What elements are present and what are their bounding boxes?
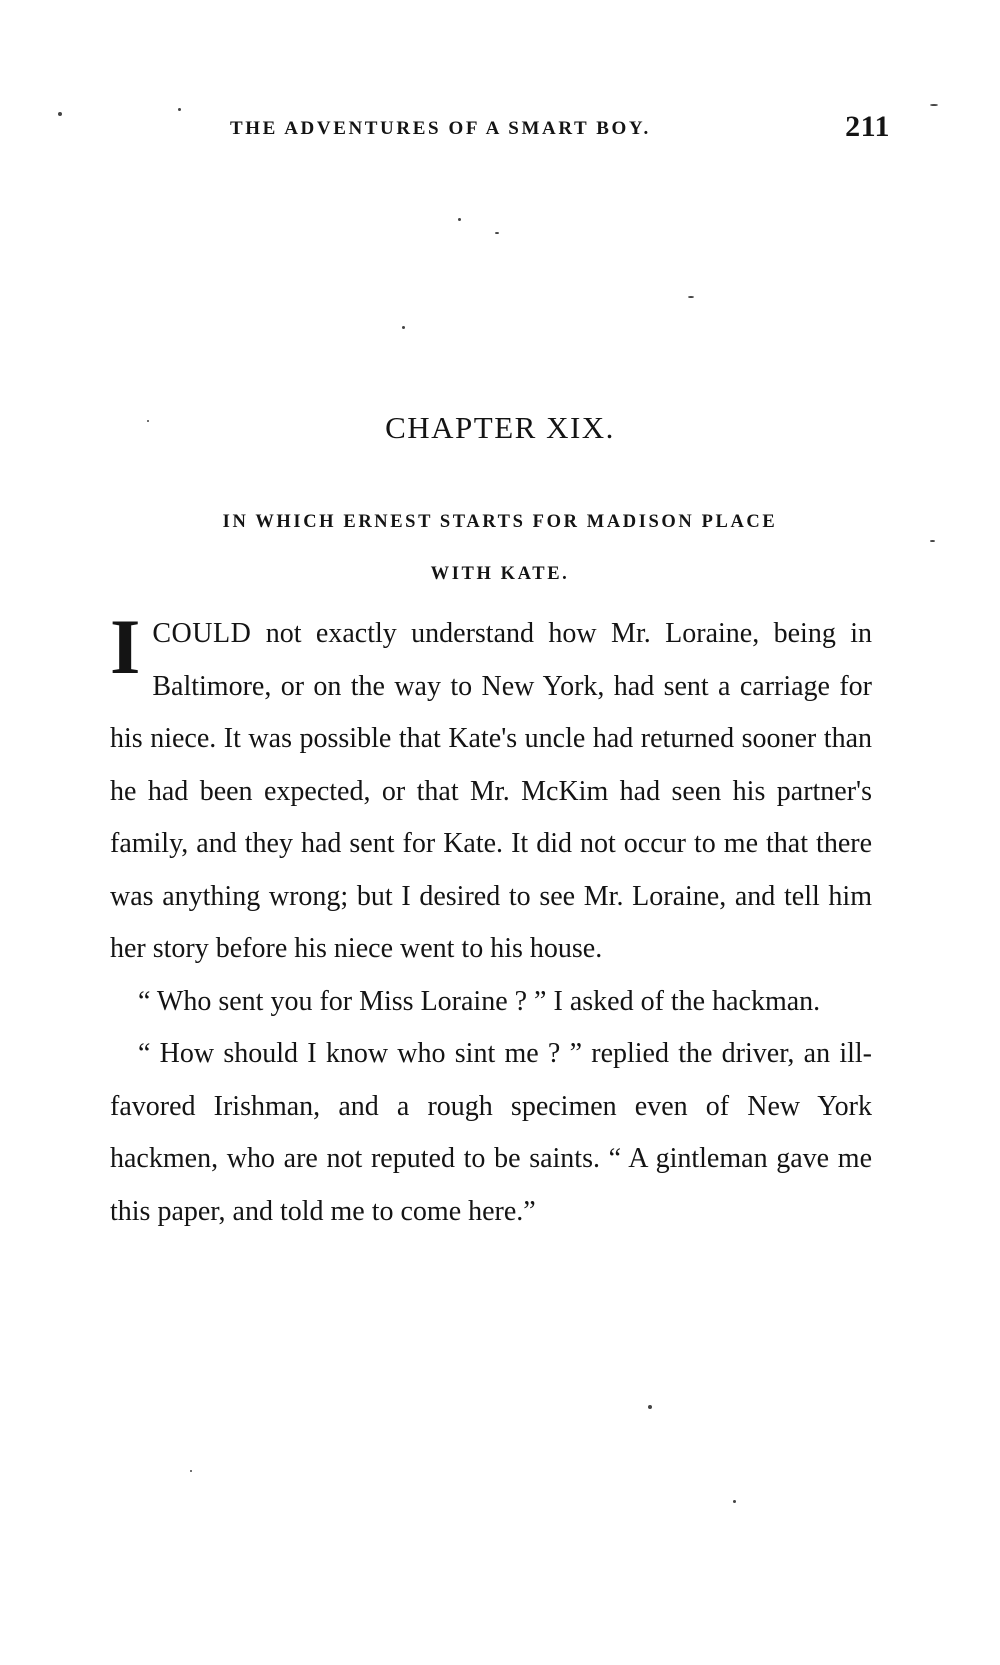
chapter-subtitle-line-1: IN WHICH ERNEST STARTS FOR MADISON PLACE (222, 512, 778, 532)
paragraph-2: “ Who sent you for Miss Loraine ? ” I asked of the hackman. (138, 985, 821, 1017)
chapter-subtitle (150, 496, 850, 600)
scan-speck (402, 326, 405, 329)
running-title: THE ADVENTURES OF A SMART BOY. (230, 118, 651, 139)
paragraph-1-text: not exactly understand how Mr. Loraine, being in Baltimore, or on the way to New York, had sent a carriage for his niece. It was possible that Kate's uncle had returned sooner than he had been expected, or that Mr. McKim had seen his partner's family, and they had sent for Kate. It did not occur to me that there was anything wrong; but I desired to see Mr. Loraine, and tell him her story before his niece went to his house. (110, 618, 872, 964)
page-number: 211 (845, 110, 890, 143)
scan-speck (930, 104, 938, 106)
scan-speck (733, 1500, 736, 1503)
scan-speck (147, 420, 149, 422)
scan-speck (190, 1470, 192, 1472)
lead-word: COULD (152, 618, 252, 649)
body-text (110, 603, 872, 1238)
scan-speck (930, 540, 935, 542)
scan-speck (458, 218, 461, 221)
paragraph-1 (110, 603, 872, 976)
drop-cap: I (110, 603, 141, 690)
scan-speck (688, 296, 694, 298)
scan-speck (178, 108, 181, 111)
scan-speck (495, 232, 499, 234)
running-head (230, 110, 890, 150)
scan-speck (58, 112, 62, 116)
chapter-subtitle-line-2: WITH KATE. (430, 564, 570, 584)
scan-speck (648, 1405, 652, 1409)
paragraph-3: “ How should I know who sint me ? ” replied the driver, an ill-favored Irishman, and a rough specimen even of New York hackmen, who are not reputed to be saints. “ A gintleman gave me this paper, and told me to come here.” (110, 1038, 872, 1227)
chapter-title: CHAPTER XIX. (385, 410, 615, 445)
